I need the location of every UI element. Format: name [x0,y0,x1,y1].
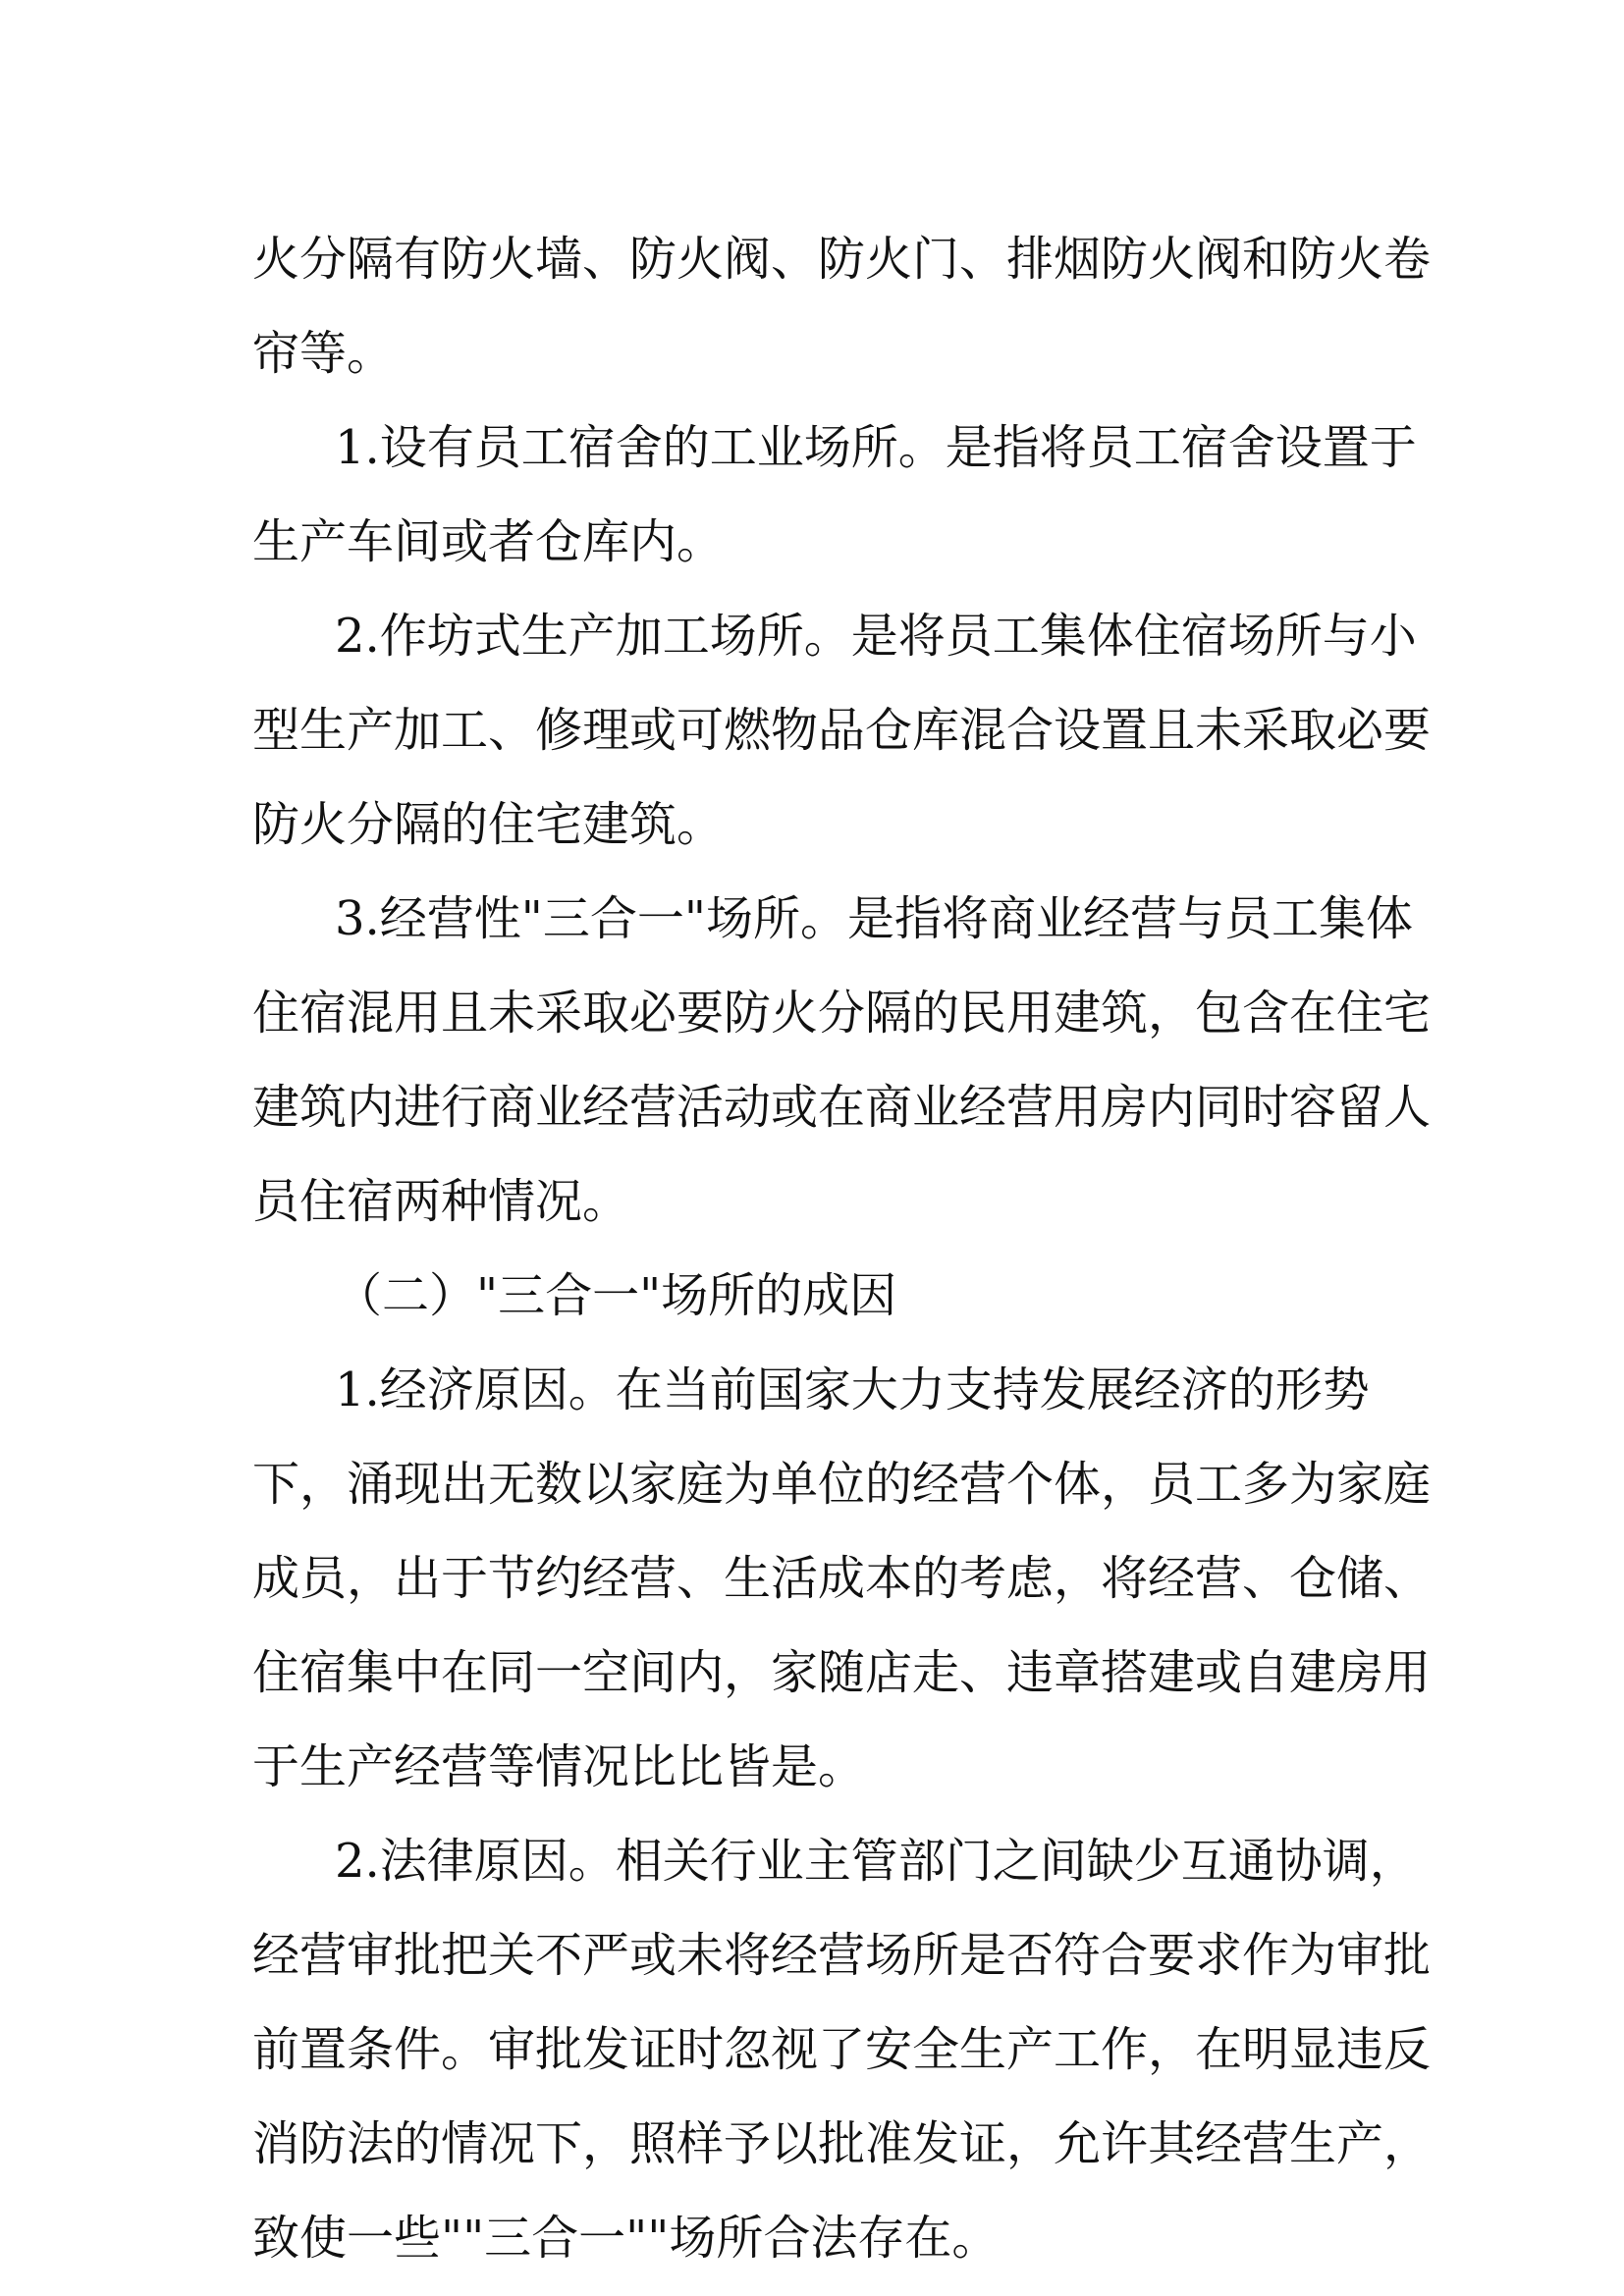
text-line: 生产车间或者仓库内。 [252,514,725,569]
text-line: 成员，出于节约经营、生活成本的考虑，将经营、仓储、 [252,1551,1432,1606]
text-line: 帘等。 [252,326,395,381]
text-line: 防火分隔的住宅建筑。 [252,797,725,852]
paragraph-3-heading-line: 3.经营性"三合一"场所。是指将商业经营与员工集体 [335,891,1413,946]
text-line: 住宿集中在同一空间内，家随店走、违章搭建或自建房用 [252,1645,1432,1700]
paragraph-econ-heading-line: 1.经济原因。在当前国家大力支持发展经济的形势 [335,1362,1370,1417]
text-line: 住宿混用且未采取必要防火分隔的民用建筑，包含在住宅 [252,986,1432,1041]
text-line: 于生产经营等情况比比皆是。 [252,1739,866,1794]
paragraph-1-heading-line: 1.设有员工宿舍的工业场所。是指将员工宿舍设置于 [335,420,1417,475]
text-line: 员住宿两种情况。 [252,1174,630,1229]
text-line: 致使一些""三合一""场所合法存在。 [252,2211,1000,2266]
paragraph-law-heading-line: 2.法律原因。相关行业主管部门之间缺少互通协调， [335,1834,1417,1889]
text-line: 消防法的情况下，照样予以批准发证，允许其经营生产， [252,2116,1432,2171]
text-line: 火分隔有防火墙、防火阀、防火门、排烟防火阀和防火卷 [252,232,1432,287]
section-heading: （二）"三合一"场所的成因 [335,1268,897,1323]
text-line: 下，涌现出无数以家庭为单位的经营个体，员工多为家庭 [252,1457,1432,1512]
paragraph-2-heading-line: 2.作坊式生产加工场所。是将员工集体住宿场所与小 [335,609,1417,664]
text-line: 建筑内进行商业经营活动或在商业经营用房内同时容留人 [252,1080,1432,1135]
text-line: 前置条件。审批发证时忽视了安全生产工作，在明显违反 [252,2022,1432,2077]
text-line: 经营审批把关不严或未将经营场所是否符合要求作为审批 [252,1928,1432,1983]
text-line: 型生产加工、修理或可燃物品仓库混合设置且未采取必要 [252,703,1432,758]
